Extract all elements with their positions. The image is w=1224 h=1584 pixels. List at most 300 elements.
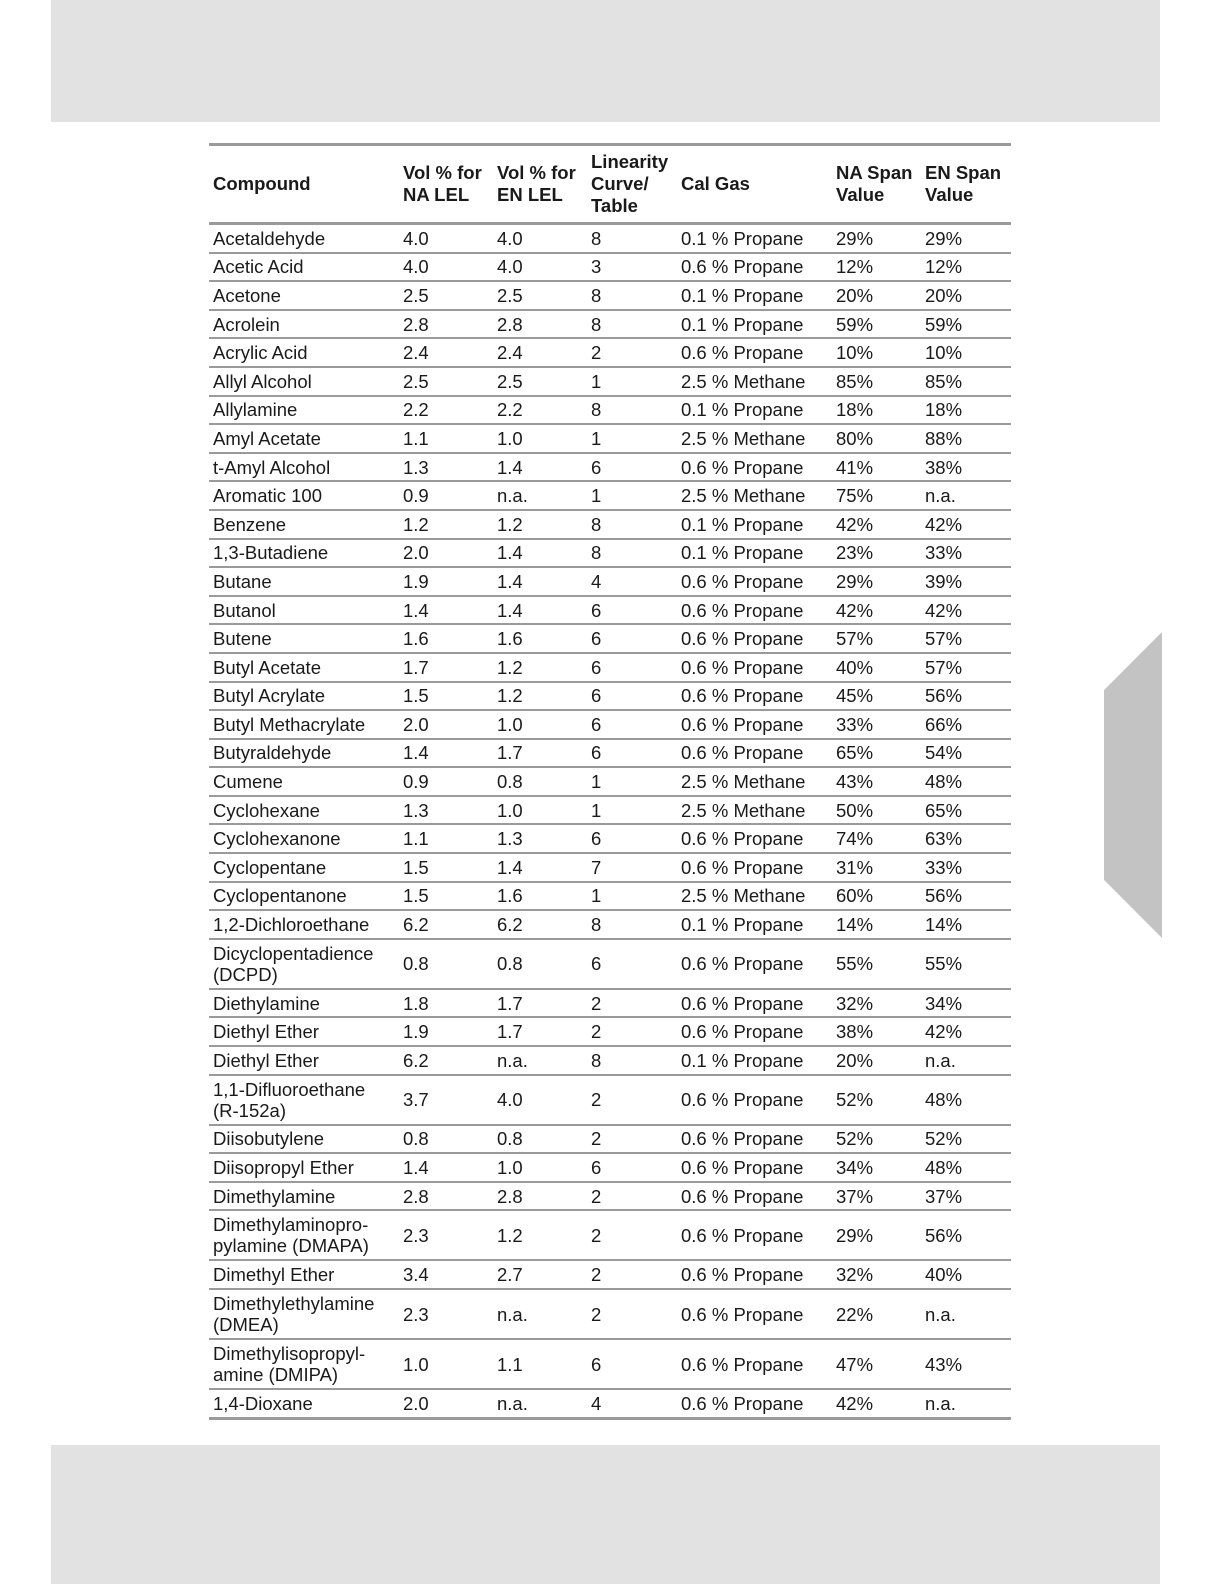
cell-linearity-curve: 6 (587, 824, 677, 853)
cell-cal-gas: 0.1 % Propane (677, 281, 832, 310)
table-row (209, 853, 1011, 882)
cell-cal-gas: 0.6 % Propane (677, 653, 832, 682)
cell-linearity-curve: 7 (587, 853, 677, 882)
cell-na-span: 18% (832, 396, 921, 425)
cell-linearity-curve: 8 (587, 224, 677, 253)
cell-linearity-curve: 1 (587, 882, 677, 911)
cell-na-span: 42% (832, 596, 921, 625)
cell-en-lel: 2.8 (493, 310, 587, 339)
cell-compound: Dicyclopentadience (DCPD) (209, 939, 399, 989)
cell-cal-gas: 2.5 % Methane (677, 882, 832, 911)
cell-na-span: 32% (832, 989, 921, 1018)
cell-cal-gas: 0.6 % Propane (677, 453, 832, 482)
table-row (209, 481, 1011, 510)
cell-cal-gas: 0.6 % Propane (677, 682, 832, 711)
table-row (209, 1210, 1011, 1260)
cell-na-span: 75% (832, 481, 921, 510)
cell-en-span: 40% (921, 1260, 1011, 1289)
table-row (209, 653, 1011, 682)
cell-cal-gas: 2.5 % Methane (677, 367, 832, 396)
cell-na-span: 42% (832, 1389, 921, 1418)
cell-en-span: n.a. (921, 481, 1011, 510)
cell-cal-gas: 0.1 % Propane (677, 910, 832, 939)
cell-linearity-curve: 3 (587, 253, 677, 282)
cell-na-lel: 0.9 (399, 481, 493, 510)
cell-compound: Dimethylaminopro-pylamine (DMAPA) (209, 1210, 399, 1260)
cell-linearity-curve: 2 (587, 338, 677, 367)
cell-en-lel: 1.2 (493, 1210, 587, 1260)
cell-cal-gas: 0.6 % Propane (677, 1260, 832, 1289)
cell-en-lel: 1.0 (493, 424, 587, 453)
cell-na-lel: 1.1 (399, 824, 493, 853)
cell-compound: Butanol (209, 596, 399, 625)
cell-na-span: 50% (832, 796, 921, 825)
table-row (209, 1017, 1011, 1046)
cell-na-lel: 4.0 (399, 224, 493, 253)
cell-en-lel: 2.4 (493, 338, 587, 367)
cell-na-span: 37% (832, 1182, 921, 1211)
cell-na-lel: 1.7 (399, 653, 493, 682)
cell-compound: Cyclopentanone (209, 882, 399, 911)
table-row (209, 882, 1011, 911)
table-row (209, 253, 1011, 282)
table-body (209, 224, 1011, 1419)
cell-compound: Butyl Acrylate (209, 682, 399, 711)
cell-linearity-curve: 8 (587, 510, 677, 539)
table-row (209, 310, 1011, 339)
cell-en-lel: 1.2 (493, 653, 587, 682)
table-row (209, 1125, 1011, 1154)
table-row (209, 767, 1011, 796)
cell-en-span: 66% (921, 710, 1011, 739)
cell-na-lel: 2.2 (399, 396, 493, 425)
table-row (209, 1260, 1011, 1289)
cell-cal-gas: 2.5 % Methane (677, 767, 832, 796)
cell-en-lel: 0.8 (493, 939, 587, 989)
cell-na-lel: 2.0 (399, 539, 493, 568)
table-header-row (209, 145, 1011, 224)
cell-na-span: 47% (832, 1339, 921, 1389)
cell-en-lel: 4.0 (493, 224, 587, 253)
cell-cal-gas: 2.5 % Methane (677, 424, 832, 453)
side-tab-marker (1104, 632, 1162, 938)
cell-linearity-curve: 8 (587, 539, 677, 568)
cell-na-lel: 3.7 (399, 1075, 493, 1125)
cell-na-span: 23% (832, 539, 921, 568)
cell-linearity-curve: 8 (587, 310, 677, 339)
cell-en-span: n.a. (921, 1389, 1011, 1418)
cell-en-lel: 1.4 (493, 567, 587, 596)
cell-cal-gas: 0.1 % Propane (677, 1046, 832, 1075)
table-row (209, 396, 1011, 425)
cell-na-span: 52% (832, 1125, 921, 1154)
cell-cal-gas: 0.1 % Propane (677, 224, 832, 253)
cell-en-span: 33% (921, 539, 1011, 568)
table-row (209, 539, 1011, 568)
cell-cal-gas: 0.6 % Propane (677, 989, 832, 1018)
cell-compound: Butane (209, 567, 399, 596)
cell-en-lel: 1.6 (493, 882, 587, 911)
cell-cal-gas: 0.6 % Propane (677, 624, 832, 653)
cell-na-span: 20% (832, 1046, 921, 1075)
cell-compound: Dimethylethylamine (DMEA) (209, 1289, 399, 1339)
cell-compound: Aromatic 100 (209, 481, 399, 510)
table-row (209, 510, 1011, 539)
table-row (209, 1182, 1011, 1211)
cell-na-span: 32% (832, 1260, 921, 1289)
cell-compound: Dimethylisopropyl-amine (DMIPA) (209, 1339, 399, 1389)
cell-en-span: 63% (921, 824, 1011, 853)
cell-linearity-curve: 1 (587, 481, 677, 510)
cell-en-span: 57% (921, 653, 1011, 682)
cell-na-span: 52% (832, 1075, 921, 1125)
cell-en-span: 10% (921, 338, 1011, 367)
cell-en-lel: 1.3 (493, 824, 587, 853)
table-row (209, 682, 1011, 711)
cell-na-lel: 0.8 (399, 939, 493, 989)
cell-compound: Cumene (209, 767, 399, 796)
cell-na-lel: 2.3 (399, 1210, 493, 1260)
cell-en-lel: 1.0 (493, 710, 587, 739)
cell-compound: Acetone (209, 281, 399, 310)
cell-cal-gas: 0.6 % Propane (677, 1210, 832, 1260)
cell-na-span: 85% (832, 367, 921, 396)
cell-en-lel: n.a. (493, 481, 587, 510)
cell-compound: Acetic Acid (209, 253, 399, 282)
cell-compound: Cyclopentane (209, 853, 399, 882)
cell-na-lel: 6.2 (399, 910, 493, 939)
cell-linearity-curve: 2 (587, 1182, 677, 1211)
cell-linearity-curve: 1 (587, 424, 677, 453)
cell-cal-gas: 0.6 % Propane (677, 1153, 832, 1182)
cell-cal-gas: 2.5 % Methane (677, 481, 832, 510)
cell-en-lel: 1.0 (493, 796, 587, 825)
cell-na-span: 38% (832, 1017, 921, 1046)
cell-en-lel: 1.6 (493, 624, 587, 653)
cell-en-lel: 1.1 (493, 1339, 587, 1389)
cell-na-lel: 6.2 (399, 1046, 493, 1075)
cell-compound: Amyl Acetate (209, 424, 399, 453)
cell-na-span: 29% (832, 1210, 921, 1260)
cell-linearity-curve: 6 (587, 1339, 677, 1389)
cell-compound: t-Amyl Alcohol (209, 453, 399, 482)
cell-linearity-curve: 2 (587, 989, 677, 1018)
cell-compound: Diisopropyl Ether (209, 1153, 399, 1182)
cell-cal-gas: 0.6 % Propane (677, 939, 832, 989)
cell-en-lel: 1.2 (493, 510, 587, 539)
cell-compound: Butene (209, 624, 399, 653)
cell-en-span: 52% (921, 1125, 1011, 1154)
table-row (209, 624, 1011, 653)
header-compound: Compound (213, 173, 311, 194)
cell-na-lel: 2.5 (399, 281, 493, 310)
table-row (209, 824, 1011, 853)
table-row (209, 453, 1011, 482)
header-en-span: EN Span Value (925, 162, 1002, 205)
cell-cal-gas: 0.6 % Propane (677, 596, 832, 625)
cell-en-lel: 1.7 (493, 989, 587, 1018)
cell-na-lel: 1.8 (399, 989, 493, 1018)
cell-na-span: 29% (832, 224, 921, 253)
header-en-lel: Vol % for EN LEL (497, 162, 576, 205)
table-row (209, 1075, 1011, 1125)
table-row (209, 281, 1011, 310)
table-row (209, 567, 1011, 596)
cell-na-lel: 3.4 (399, 1260, 493, 1289)
cell-linearity-curve: 6 (587, 682, 677, 711)
cell-linearity-curve: 6 (587, 653, 677, 682)
cell-en-lel: 1.4 (493, 596, 587, 625)
header-linearity: Linearity Curve/ Table (591, 151, 669, 216)
cell-compound: Butyl Methacrylate (209, 710, 399, 739)
table-row (209, 1339, 1011, 1389)
cell-en-span: 48% (921, 1153, 1011, 1182)
header-na-lel: Vol % for NA LEL (403, 162, 482, 205)
cell-linearity-curve: 4 (587, 567, 677, 596)
cell-compound: Cyclohexanone (209, 824, 399, 853)
cell-compound: Dimethylamine (209, 1182, 399, 1211)
cell-linearity-curve: 2 (587, 1210, 677, 1260)
table-row (209, 1389, 1011, 1418)
cell-na-span: 33% (832, 710, 921, 739)
cell-linearity-curve: 1 (587, 767, 677, 796)
cell-na-span: 55% (832, 939, 921, 989)
cell-en-span: 56% (921, 682, 1011, 711)
cell-cal-gas: 0.6 % Propane (677, 1289, 832, 1339)
table-row (209, 796, 1011, 825)
cell-na-span: 14% (832, 910, 921, 939)
cell-cal-gas: 0.6 % Propane (677, 824, 832, 853)
cell-cal-gas: 0.6 % Propane (677, 253, 832, 282)
cell-en-span: 18% (921, 396, 1011, 425)
cell-cal-gas: 2.5 % Methane (677, 796, 832, 825)
lel-compound-table (209, 143, 1011, 1420)
cell-compound: Butyraldehyde (209, 739, 399, 768)
cell-en-span: 88% (921, 424, 1011, 453)
cell-na-lel: 1.3 (399, 453, 493, 482)
page-footer-band (51, 1445, 1160, 1584)
cell-compound: 1,4-Dioxane (209, 1389, 399, 1418)
cell-en-span: 14% (921, 910, 1011, 939)
cell-na-lel: 2.0 (399, 1389, 493, 1418)
cell-na-lel: 1.5 (399, 682, 493, 711)
cell-en-span: 56% (921, 882, 1011, 911)
cell-cal-gas: 0.6 % Propane (677, 710, 832, 739)
cell-cal-gas: 0.6 % Propane (677, 1017, 832, 1046)
cell-na-span: 74% (832, 824, 921, 853)
cell-en-span: 56% (921, 1210, 1011, 1260)
cell-en-span: 48% (921, 1075, 1011, 1125)
cell-na-span: 42% (832, 510, 921, 539)
cell-na-span: 65% (832, 739, 921, 768)
cell-en-span: 65% (921, 796, 1011, 825)
cell-en-span: 57% (921, 624, 1011, 653)
cell-na-span: 22% (832, 1289, 921, 1339)
cell-en-lel: 2.8 (493, 1182, 587, 1211)
cell-cal-gas: 0.6 % Propane (677, 338, 832, 367)
cell-linearity-curve: 1 (587, 796, 677, 825)
cell-en-span: 55% (921, 939, 1011, 989)
cell-na-lel: 2.5 (399, 367, 493, 396)
cell-compound: Diisobutylene (209, 1125, 399, 1154)
cell-compound: Allylamine (209, 396, 399, 425)
cell-en-span: 42% (921, 596, 1011, 625)
cell-en-lel: 1.4 (493, 453, 587, 482)
cell-na-lel: 1.6 (399, 624, 493, 653)
cell-compound: 1,2-Dichloroethane (209, 910, 399, 939)
cell-en-lel: 1.7 (493, 739, 587, 768)
cell-linearity-curve: 6 (587, 939, 677, 989)
cell-en-span: 12% (921, 253, 1011, 282)
cell-en-lel: 2.2 (493, 396, 587, 425)
cell-en-lel: 6.2 (493, 910, 587, 939)
cell-compound: 1,3-Butadiene (209, 539, 399, 568)
cell-en-span: 85% (921, 367, 1011, 396)
cell-cal-gas: 0.6 % Propane (677, 1075, 832, 1125)
cell-na-span: 60% (832, 882, 921, 911)
cell-na-span: 80% (832, 424, 921, 453)
cell-en-span: n.a. (921, 1289, 1011, 1339)
table-row (209, 739, 1011, 768)
cell-cal-gas: 0.1 % Propane (677, 510, 832, 539)
table-row (209, 424, 1011, 453)
table-row (209, 1046, 1011, 1075)
table-row (209, 710, 1011, 739)
cell-compound: Diethylamine (209, 989, 399, 1018)
cell-na-span: 29% (832, 567, 921, 596)
cell-na-span: 59% (832, 310, 921, 339)
cell-cal-gas: 0.1 % Propane (677, 539, 832, 568)
cell-na-lel: 2.8 (399, 1182, 493, 1211)
cell-en-lel: 1.0 (493, 1153, 587, 1182)
cell-linearity-curve: 2 (587, 1075, 677, 1125)
cell-compound: Cyclohexane (209, 796, 399, 825)
table-row (209, 367, 1011, 396)
cell-en-span: 34% (921, 989, 1011, 1018)
cell-en-lel: 2.7 (493, 1260, 587, 1289)
cell-cal-gas: 0.6 % Propane (677, 853, 832, 882)
table-row (209, 939, 1011, 989)
cell-cal-gas: 0.6 % Propane (677, 1125, 832, 1154)
cell-en-span: 59% (921, 310, 1011, 339)
cell-na-lel: 1.4 (399, 1153, 493, 1182)
cell-linearity-curve: 8 (587, 910, 677, 939)
cell-na-lel: 1.9 (399, 1017, 493, 1046)
cell-na-span: 41% (832, 453, 921, 482)
header-na-span: NA Span Value (836, 162, 913, 205)
cell-cal-gas: 0.6 % Propane (677, 567, 832, 596)
cell-linearity-curve: 1 (587, 367, 677, 396)
cell-linearity-curve: 2 (587, 1017, 677, 1046)
cell-cal-gas: 0.1 % Propane (677, 396, 832, 425)
cell-cal-gas: 0.1 % Propane (677, 310, 832, 339)
table-row (209, 1153, 1011, 1182)
cell-na-lel: 2.0 (399, 710, 493, 739)
cell-en-lel: 0.8 (493, 767, 587, 796)
cell-linearity-curve: 8 (587, 1046, 677, 1075)
cell-na-span: 43% (832, 767, 921, 796)
table-row (209, 989, 1011, 1018)
cell-na-lel: 0.9 (399, 767, 493, 796)
cell-na-span: 31% (832, 853, 921, 882)
cell-en-span: 48% (921, 767, 1011, 796)
cell-compound: Acetaldehyde (209, 224, 399, 253)
cell-na-lel: 1.1 (399, 424, 493, 453)
cell-en-span: 20% (921, 281, 1011, 310)
cell-linearity-curve: 6 (587, 1153, 677, 1182)
cell-compound: 1,1-Difluoroethane (R-152a) (209, 1075, 399, 1125)
cell-na-lel: 1.2 (399, 510, 493, 539)
cell-linearity-curve: 8 (587, 281, 677, 310)
table-row (209, 1289, 1011, 1339)
cell-linearity-curve: 6 (587, 739, 677, 768)
cell-en-span: 33% (921, 853, 1011, 882)
cell-en-span: 39% (921, 567, 1011, 596)
cell-linearity-curve: 8 (587, 396, 677, 425)
cell-en-span: 37% (921, 1182, 1011, 1211)
cell-linearity-curve: 4 (587, 1389, 677, 1418)
cell-na-span: 20% (832, 281, 921, 310)
cell-cal-gas: 0.6 % Propane (677, 1182, 832, 1211)
cell-en-lel: 0.8 (493, 1125, 587, 1154)
cell-na-span: 57% (832, 624, 921, 653)
cell-en-lel: 4.0 (493, 1075, 587, 1125)
cell-na-span: 34% (832, 1153, 921, 1182)
cell-na-span: 45% (832, 682, 921, 711)
cell-en-lel: 2.5 (493, 367, 587, 396)
cell-cal-gas: 0.6 % Propane (677, 1339, 832, 1389)
cell-compound: Butyl Acetate (209, 653, 399, 682)
cell-cal-gas: 0.6 % Propane (677, 1389, 832, 1418)
table-row (209, 910, 1011, 939)
cell-linearity-curve: 2 (587, 1125, 677, 1154)
cell-na-lel: 2.8 (399, 310, 493, 339)
page-header-band (51, 0, 1160, 122)
cell-linearity-curve: 6 (587, 624, 677, 653)
lel-table-container (209, 143, 1011, 1420)
table-row (209, 338, 1011, 367)
table-row (209, 224, 1011, 253)
cell-en-lel: n.a. (493, 1289, 587, 1339)
cell-en-span: 42% (921, 1017, 1011, 1046)
cell-linearity-curve: 6 (587, 710, 677, 739)
cell-na-lel: 0.8 (399, 1125, 493, 1154)
cell-na-lel: 1.0 (399, 1339, 493, 1389)
cell-na-lel: 2.3 (399, 1289, 493, 1339)
cell-cal-gas: 0.6 % Propane (677, 739, 832, 768)
cell-compound: Acrolein (209, 310, 399, 339)
cell-na-lel: 1.4 (399, 596, 493, 625)
cell-en-span: 42% (921, 510, 1011, 539)
cell-na-lel: 4.0 (399, 253, 493, 282)
cell-en-lel: 1.2 (493, 682, 587, 711)
cell-na-lel: 1.5 (399, 853, 493, 882)
cell-en-lel: 1.7 (493, 1017, 587, 1046)
cell-linearity-curve: 2 (587, 1289, 677, 1339)
cell-linearity-curve: 2 (587, 1260, 677, 1289)
cell-en-lel: 2.5 (493, 281, 587, 310)
cell-compound: Acrylic Acid (209, 338, 399, 367)
cell-compound: Diethyl Ether (209, 1046, 399, 1075)
cell-na-span: 12% (832, 253, 921, 282)
cell-na-lel: 2.4 (399, 338, 493, 367)
cell-na-span: 40% (832, 653, 921, 682)
cell-en-span: 43% (921, 1339, 1011, 1389)
cell-linearity-curve: 6 (587, 596, 677, 625)
cell-en-span: 54% (921, 739, 1011, 768)
cell-compound: Dimethyl Ether (209, 1260, 399, 1289)
cell-en-lel: n.a. (493, 1389, 587, 1418)
